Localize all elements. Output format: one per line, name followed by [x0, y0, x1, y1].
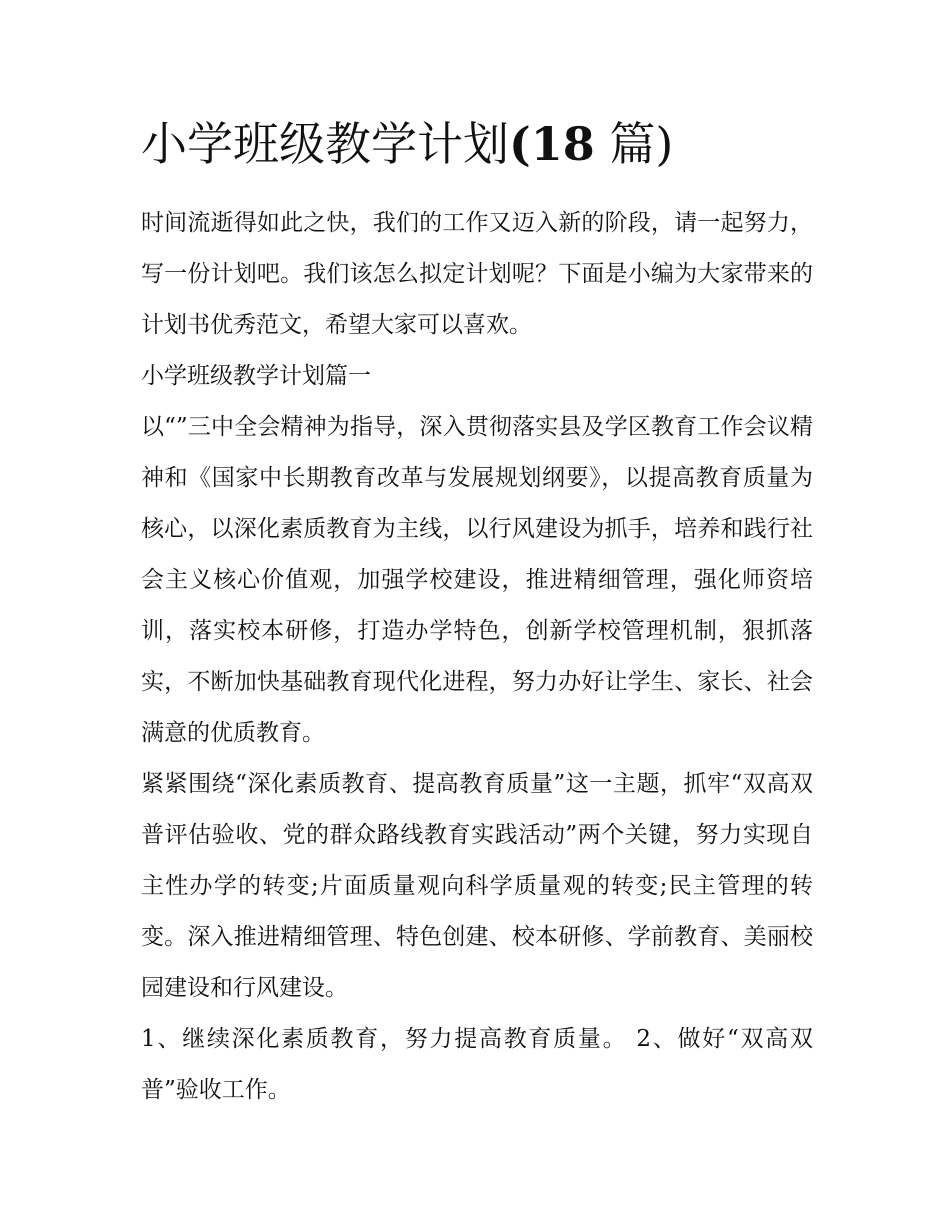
section-heading: 小学班级教学计划篇一: [141, 363, 371, 389]
title-text: 小学班级教学计划: [141, 117, 509, 171]
list-paragraph: 1、继续深化素质教育，努力提高教育质量。 2、做好“双高双普”验收工作。: [141, 1026, 813, 1103]
intro-paragraph: 时间流逝得如此之快，我们的工作又迈入新的阶段，请一起努力，写一份计划吧。我们该怎么拟定计划呢？下面是小编为大家带来的计划书优秀范文，希望大家可以喜欢。: [141, 210, 813, 338]
body-paragraph: 以“”三中全会精神为指导，深入贯彻落实县及学区教育工作会议精神和《国家中长期教育改革与发展规划纲要》，以提高教育质量为核心，以深化素质教育为主线，以行风建设为抓手，培养和践行社会主义核心价值观，加强学校建设，推进精细管理，强化师资培训，落实校本研修，打造办学特色，创新学校管理机制，狠抓落实，不断加快基础教育现代化进程，努力办好让学生、家长、社会满意的优质教育。: [141, 414, 813, 746]
document-title: [141, 112, 821, 176]
document-body: [141, 198, 813, 1116]
title-suffix: 篇): [594, 117, 674, 171]
title-count: (18: [509, 117, 595, 171]
body-paragraph: 紧紧围绕“深化素质教育、提高教育质量”这一主题，抓牢“双高双普评估验收、党的群众路线教育实践活动”两个关键，努力实现自主性办学的转变;片面质量观向科学质量观的转变;民主管理的转变。深入推进精细管理、特色创建、校本研修、学前教育、美丽校园建设和行风建设。: [141, 771, 813, 1001]
